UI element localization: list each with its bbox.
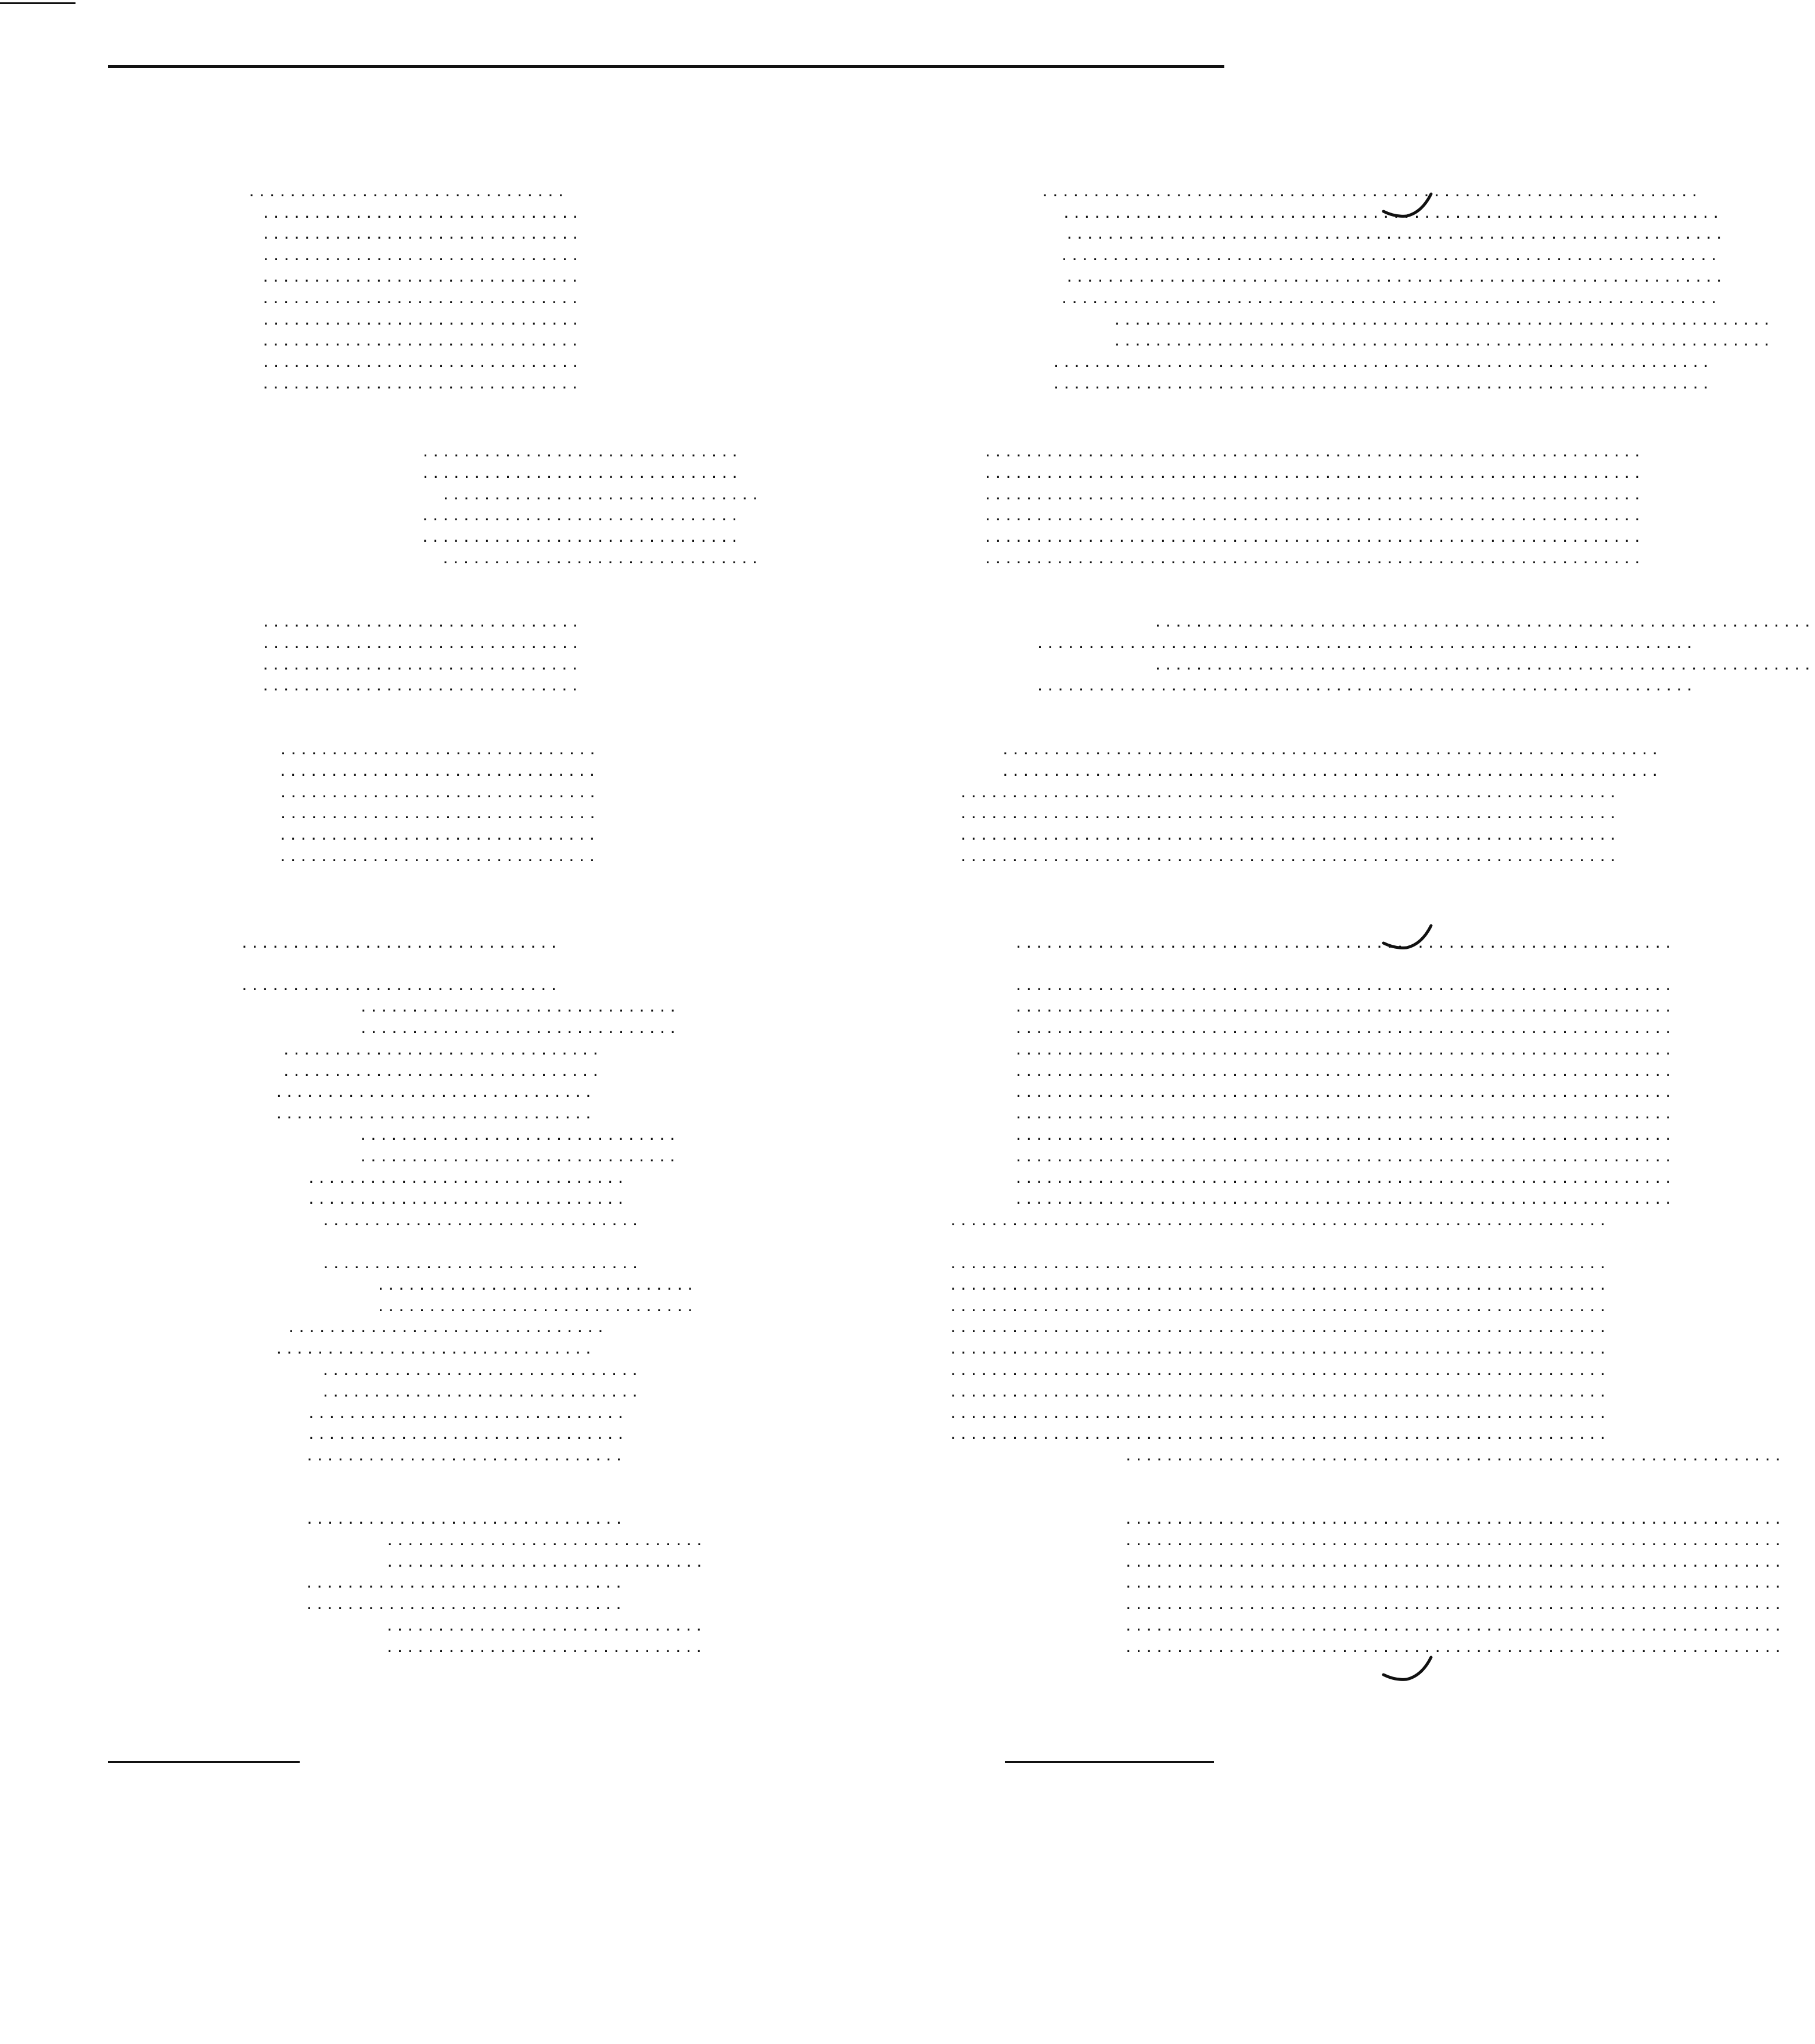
- dot-leader: ................................................................: [1016, 1123, 1676, 1144]
- checkmark-icon: [1381, 923, 1433, 958]
- dot-leader: ...............................: [281, 801, 601, 823]
- footer-rule-left: [108, 1761, 300, 1763]
- checkmark-icon: [1381, 192, 1433, 226]
- dot-leader: ................................................................: [950, 1401, 1611, 1422]
- dot-leader: ................................................................: [1063, 200, 1724, 222]
- dot-leader: ...............................: [280, 844, 600, 865]
- dot-leader: ...............................: [308, 1422, 628, 1444]
- dot-leader: ...............................: [323, 1379, 643, 1401]
- dot-leader: ................................................................: [950, 1294, 1611, 1315]
- dot-leader: ................................................................: [1155, 652, 1815, 674]
- dot-leader: ................................................................: [1016, 1016, 1676, 1037]
- dot-leader: ................................................................: [950, 1208, 1611, 1230]
- dot-leader: ...............................: [443, 482, 763, 503]
- dot-leader: ...............................: [263, 265, 583, 286]
- dot-leader: ...............................: [387, 1614, 707, 1635]
- dot-leader: ................................................................: [961, 801, 1621, 823]
- dot-leader: ...............................: [263, 307, 583, 329]
- dot-leader: ................................................................: [1126, 1528, 1786, 1549]
- dot-leader: ................................................................: [1054, 372, 1714, 393]
- dot-leader: ................................................................: [1062, 286, 1722, 307]
- dot-leader: ...............................: [242, 930, 562, 952]
- dot-leader: ...............................: [263, 243, 583, 265]
- dot-leader: ...............................: [323, 1208, 643, 1230]
- dot-leader: ...............................: [263, 329, 583, 350]
- dot-leader: ...............................: [443, 546, 763, 567]
- dot-leader: ................................................................: [1054, 350, 1714, 372]
- dot-leader: ................................................................: [1115, 329, 1775, 350]
- dot-leader: ................................................................: [1062, 243, 1722, 265]
- dot-leader: ...............................: [263, 222, 583, 243]
- corner-rule: [0, 2, 76, 4]
- dot-leader: ................................................................: [950, 1315, 1611, 1337]
- dot-leader: ...............................: [387, 1549, 707, 1571]
- dot-leader: ...............................: [308, 1165, 628, 1187]
- dot-leader: ................................................................: [1126, 1571, 1786, 1592]
- dot-leader: ...............................: [422, 525, 742, 546]
- dot-leader: ................................................................: [1066, 222, 1727, 243]
- dot-leader: ...............................: [307, 1571, 627, 1592]
- dot-leader: ................................................................: [1002, 737, 1663, 758]
- dot-leader: ...............................: [263, 631, 583, 652]
- dot-leader: ...............................: [283, 1037, 603, 1059]
- dot-leader: ................................................................: [1016, 973, 1676, 995]
- dot-leader: ...............................: [276, 1080, 596, 1102]
- dot-leader: ................................................................: [950, 1251, 1611, 1272]
- dot-leader: ...............................: [263, 200, 583, 222]
- dot-leader: ...............................: [281, 737, 601, 758]
- dot-leader: ................................................................: [1126, 1444, 1786, 1465]
- dot-leader: ................................................................: [1002, 758, 1663, 780]
- dot-leader: ...............................: [263, 674, 583, 695]
- dot-leader: ................................................................: [1016, 1080, 1676, 1102]
- dot-leader: ................................................................: [961, 823, 1621, 844]
- dot-leader: ................................................................: [950, 1358, 1611, 1379]
- dot-leader: ...............................: [249, 179, 569, 200]
- dot-leader: ................................................................: [1126, 1592, 1786, 1614]
- dot-leader: ...............................: [423, 460, 743, 482]
- dot-leader: ...............................: [276, 1337, 596, 1358]
- dot-leader: ...............................: [378, 1294, 698, 1315]
- dot-leader: ...............................: [307, 1592, 627, 1614]
- dot-leader: ...............................: [387, 1635, 707, 1656]
- dot-leader: ...............................: [360, 1144, 681, 1165]
- dot-leader: ................................................................: [1126, 1635, 1786, 1656]
- dot-leader: ................................................................: [950, 1422, 1611, 1444]
- dot-leader: ................................................................: [1037, 674, 1698, 695]
- dot-leader: ...............................: [276, 1102, 596, 1123]
- dot-leader: ................................................................: [985, 460, 1645, 482]
- dot-leader: ...............................: [263, 372, 583, 393]
- dot-leader: ................................................................: [1016, 1187, 1676, 1208]
- dot-leader: ................................................................: [1155, 610, 1815, 631]
- dot-leader: ................................................................: [1016, 1059, 1676, 1080]
- dot-leader: ...............................: [280, 823, 600, 844]
- dot-leader: ................................................................: [1066, 265, 1727, 286]
- dot-leader: ...............................: [263, 350, 583, 372]
- checkmark-icon: [1381, 1655, 1433, 1690]
- dot-leader: ...............................: [378, 1272, 698, 1294]
- dot-leader: ...............................: [307, 1444, 627, 1465]
- dot-leader: ................................................................: [1126, 1614, 1786, 1635]
- dot-leader: ................................................................: [1126, 1549, 1786, 1571]
- dot-leader: ................................................................: [1016, 1037, 1676, 1059]
- dot-leader: ...............................: [281, 780, 601, 801]
- dot-leader: ................................................................: [1126, 1507, 1786, 1528]
- dot-leader: ...............................: [387, 1528, 707, 1549]
- dot-leader: ...............................: [263, 652, 583, 674]
- dot-leader: ................................................................: [1016, 1144, 1676, 1165]
- header-rule: [108, 65, 1224, 68]
- dot-leader: ................................................................: [961, 780, 1621, 801]
- dot-leader: ................................................................: [950, 1379, 1611, 1401]
- dot-leader: ................................................................: [985, 482, 1645, 503]
- dot-leader: ................................................................: [1016, 930, 1676, 952]
- dot-leader: ...............................: [289, 1315, 609, 1337]
- dot-leader: ................................................................: [985, 525, 1645, 546]
- dot-leader: ................................................................: [1037, 631, 1698, 652]
- dot-leader: ...............................: [361, 1016, 681, 1037]
- dot-leader: ................................................................: [985, 546, 1645, 567]
- dot-leader: ...............................: [323, 1251, 643, 1272]
- dot-leader: ................................................................: [961, 844, 1621, 865]
- dot-leader: ................................................................: [1042, 179, 1702, 200]
- dot-leader: ...............................: [422, 503, 742, 525]
- dot-leader: ...............................: [307, 1507, 627, 1528]
- dot-leader: ................................................................: [985, 440, 1645, 460]
- dot-leader: ...............................: [360, 1123, 681, 1144]
- dot-leader: ................................................................: [1016, 995, 1676, 1016]
- dot-leader: ................................................................: [1016, 1165, 1676, 1187]
- dot-leader: ...............................: [263, 286, 583, 307]
- dot-leader: ...............................: [280, 758, 600, 780]
- dot-leader: ................................................................: [950, 1337, 1611, 1358]
- dot-leader: ...............................: [242, 973, 562, 995]
- dot-leader: ...............................: [263, 610, 583, 631]
- dot-leader: ...............................: [361, 995, 681, 1016]
- dot-leader: ...............................: [283, 1059, 603, 1080]
- dot-leader: ................................................................: [1016, 1102, 1676, 1123]
- dot-leader: ...............................: [308, 1187, 628, 1208]
- dot-leader: ................................................................: [985, 503, 1645, 525]
- footer-rule-right: [1005, 1761, 1214, 1763]
- dot-leader: ................................................................: [950, 1272, 1611, 1294]
- dot-leader: ...............................: [308, 1401, 628, 1422]
- dot-leader: ...............................: [323, 1358, 643, 1379]
- dot-leader: ................................................................: [1115, 307, 1775, 329]
- dot-leader: ...............................: [423, 440, 743, 460]
